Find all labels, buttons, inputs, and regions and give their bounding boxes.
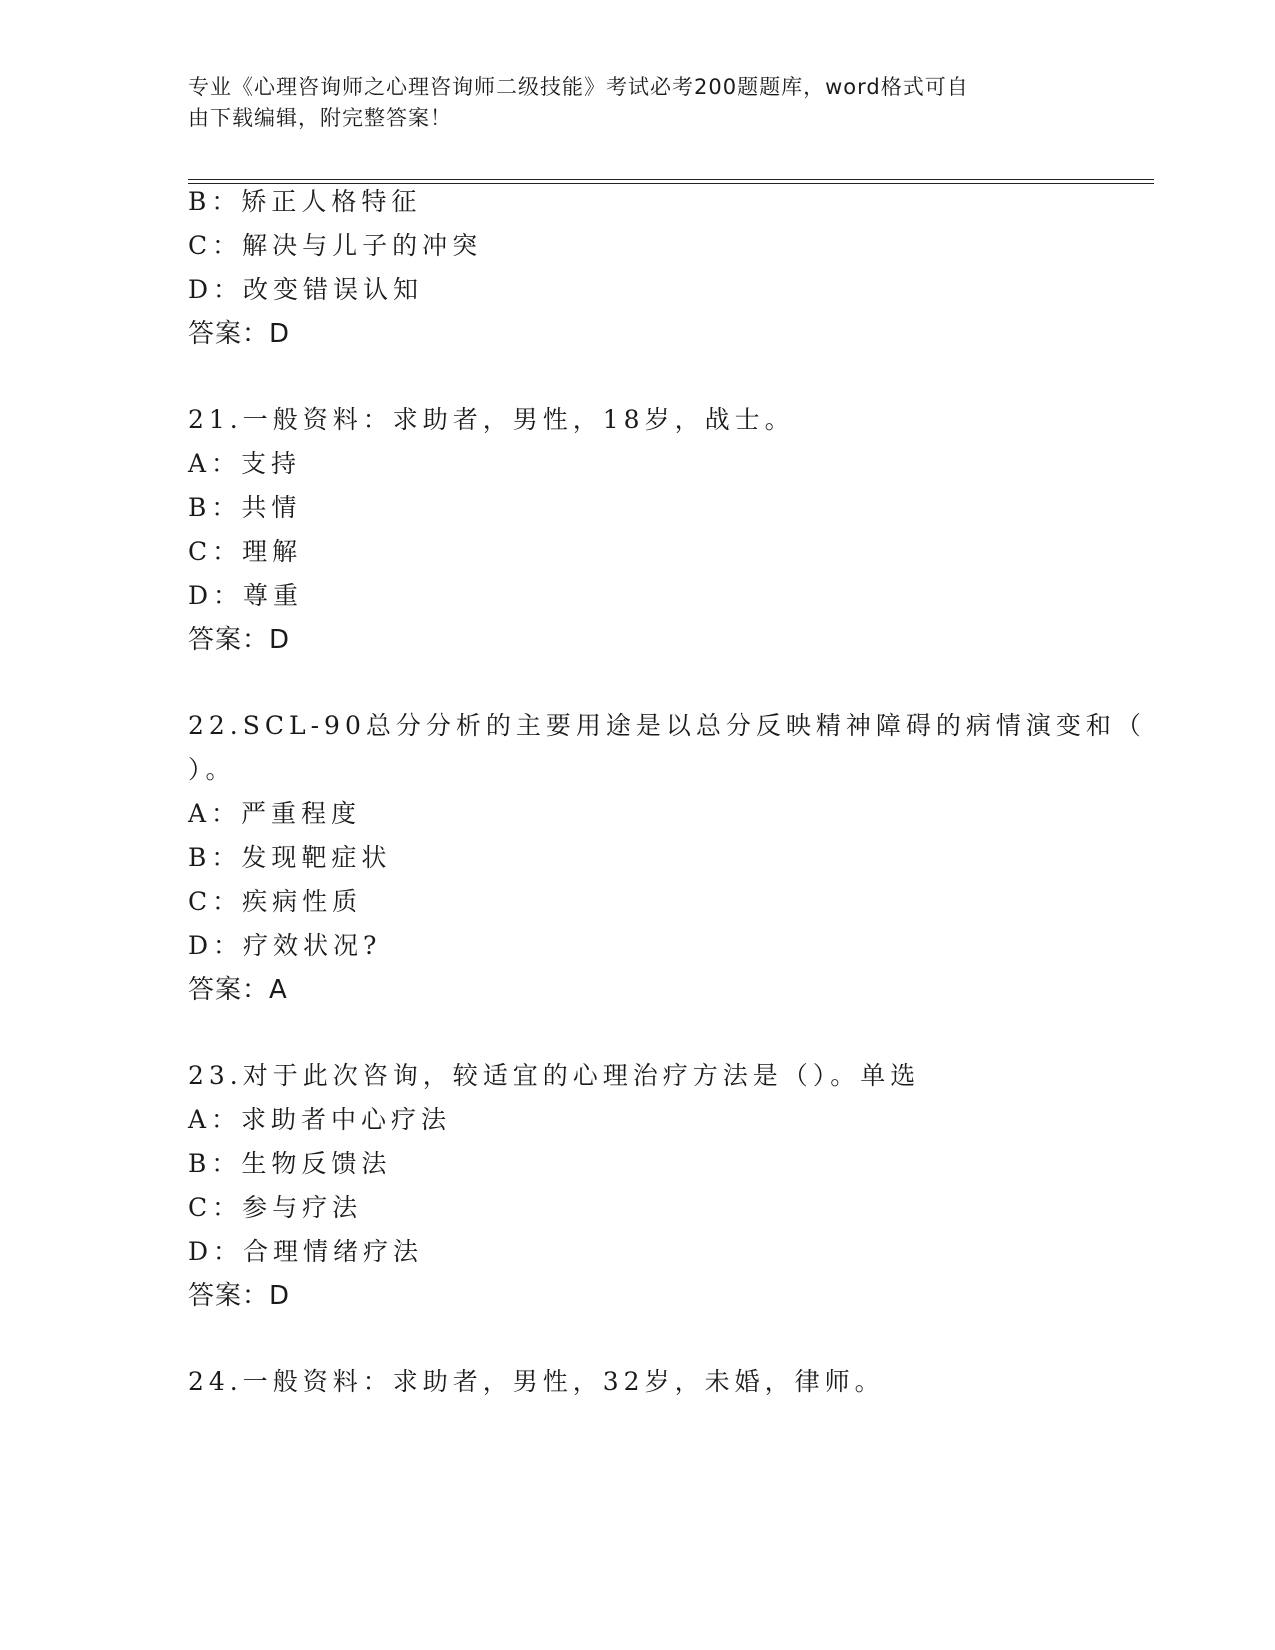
option-c: C：疾病性质 — [188, 887, 363, 916]
option-c: C：参与疗法 — [188, 1193, 363, 1222]
option-a: A：支持 — [188, 449, 302, 478]
option-c: C：理解 — [188, 537, 303, 566]
header-line-1: 专业《心理咨询师之心理咨询师二级技能》考试必考200题题库，word格式可自 — [188, 75, 969, 99]
answer: 答案：D — [188, 625, 291, 655]
question-stem-24: 24.一般资料：求助者，男性，32岁，未婚，律师。 — [188, 1367, 885, 1396]
option-a: A：严重程度 — [188, 799, 362, 828]
document-header — [188, 72, 1068, 134]
answer: 答案：D — [188, 319, 291, 349]
option-d: D：合理情绪疗法 — [188, 1237, 424, 1266]
question-stem-23: 23.对于此次咨询，较适宜的心理治疗方法是（）。单选 — [188, 1061, 921, 1090]
option-d: D：疗效状况? — [188, 931, 382, 960]
option-b: B：矫正人格特征 — [188, 187, 422, 216]
answer: 答案：D — [188, 1281, 291, 1311]
header-line-2: 由下载编辑，附完整答案！ — [188, 106, 452, 130]
option-d: D：改变错误认知 — [188, 275, 424, 304]
question-stem-22-cont: ）。 — [188, 755, 236, 784]
option-b: B：共情 — [188, 493, 302, 522]
option-b: B：生物反馈法 — [188, 1149, 392, 1178]
option-b: B：发现靶症状 — [188, 843, 392, 872]
answer: 答案：A — [188, 975, 288, 1005]
option-d: D：尊重 — [188, 581, 304, 610]
header-divider — [188, 179, 1154, 184]
question-stem-22: 22.SCL-90总分分析的主要用途是以总分反映精神障碍的病情演变和（ — [188, 711, 1146, 740]
question-stem-21: 21.一般资料：求助者，男性，18岁，战士。 — [188, 405, 795, 434]
option-c: C：解决与儿子的冲突 — [188, 231, 483, 260]
option-a: A：求助者中心疗法 — [188, 1105, 452, 1134]
